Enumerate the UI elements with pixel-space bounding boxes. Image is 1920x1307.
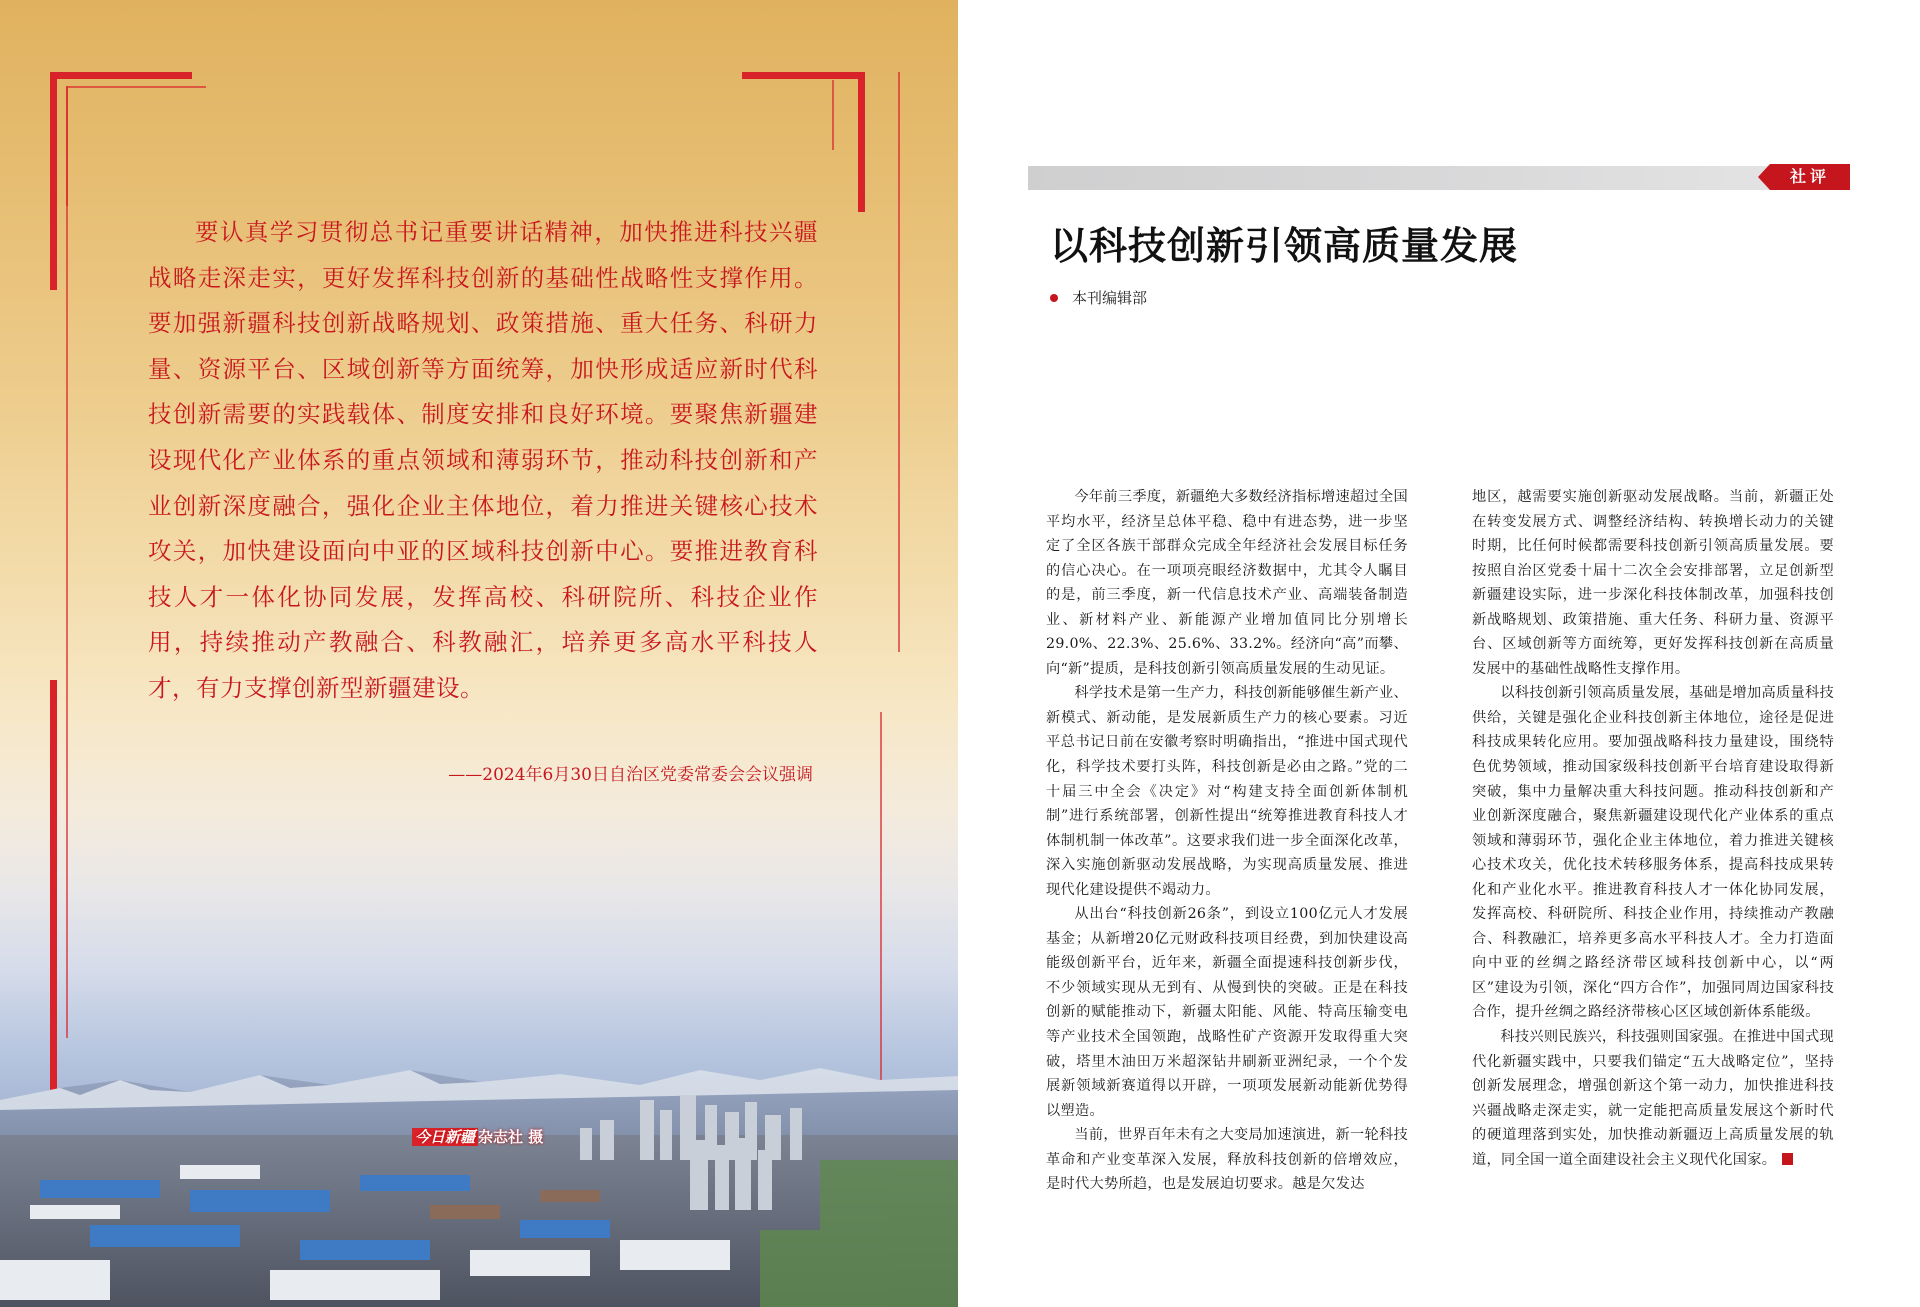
section-header-bar xyxy=(1028,166,1772,190)
section-tag: 社评 xyxy=(1770,164,1850,190)
paragraph: 科学技术是第一生产力，科技创新能够催生新产业、新模式、新动能，是发展新质生产力的核心要素。习近平总书记日前在安徽考察时明确指出，“推进中国式现代化，科学技术要打头阵，科技创新是必由之路。”党的二十届三中全会《决定》对“构建支持全面创新体制机制”进行系统部署，创新性提出“统筹推进教育科技人才体制机制一体改革”。这要求我们进一步全面深化改革，深入实施创新驱动发展战略，为实现高质量发展、推进现代化建设提供不竭动力。 xyxy=(1046,685,1408,898)
paragraph: 以科技创新引领高质量发展，基础是增加高质量科技供给，关键是强化企业科技创新主体地位，途径是促进科技成果转化应用。要加强战略科技力量建设，围绕特色优势领域，推动国家级科技创新平台培育建设取得新突破，集中力量解决重大科技问题。推动科技创新和产业创新深度融合，聚焦新疆建设现代化产业体系的重点领域和薄弱环节，强化企业主体地位，着力推进关键核心技术攻关，优化技术转移服务体系，提高科技成果转化和产业化水平。推进教育科技人才一体化协同发展，发挥高校、科研院所、科技企业作用，持续推动产教融合、科教融汇，培养更多高水平科技人才。全力打造面向中亚的丝绸之路经济带区域科技创新中心，以“两区”建设为引领，深化“四方合作”，加强同周边国家科技合作，提升丝绸之路经济带核心区区域创新体系能级。 xyxy=(1472,685,1834,1021)
bullet-dot-icon xyxy=(1050,294,1058,302)
article-column-left xyxy=(1046,485,1408,1197)
paragraph-continued: 地区，越需要实施创新驱动发展战略。当前，新疆正处在转变发展方式、调整经济结构、转换增长动力的关键时期，比任何时候都需要科技创新引领高质量发展。要按照自治区党委十届十二次全会安排部署，立足创新型新疆建设实际，进一步深化科技体制改革，加强科技创新战略规划、政策措施、重大任务、科研力量、资源平台、区域创新等方面统筹，更好发挥科技创新在高质量发展中的基础性战略性支撑作用。 xyxy=(1472,489,1834,677)
quote-source: ——2024年6月30日自治区党委常委会会议强调 xyxy=(448,765,813,785)
credit-text: 杂志社 摄 xyxy=(478,1128,544,1146)
author-line xyxy=(1050,287,1147,308)
right-page xyxy=(958,0,1920,1307)
paragraph-text: 科技兴则民族兴，科技强则国家强。在推进中国式现代化新疆实践中，只要我们锚定“五大战略定位”，坚持创新发展理念，增强创新这个第一动力，加快推进科技兴疆战略走深走实，就一定能把高质量发展这个新时代的硬道理落到实处，加快推动新疆迈上高质量发展的轨道，同全国一道全面建设社会主义现代化国家。 xyxy=(1472,1029,1834,1168)
author-name: 本刊编辑部 xyxy=(1072,289,1148,307)
article-title: 以科技创新引领高质量发展 xyxy=(1050,224,1519,268)
paragraph xyxy=(1472,1025,1834,1172)
city-skyline-image xyxy=(0,1040,958,1307)
end-mark-icon xyxy=(1782,1153,1793,1165)
article-column-right xyxy=(1472,485,1834,1172)
quote-text: 要认真学习贯彻总书记重要讲话精神，加快推进科技兴疆战略走深走实，更好发挥科技创新的基础性战略性支撑作用。要加强新疆科技创新战略规划、政策措施、重大任务、科研力量、资源平台、区域创新等方面统筹，加快形成适应新时代科技创新需要的实践载体、制度安排和良好环境。要聚焦新疆建设现代化产业体系的重点领域和薄弱环节，推动科技创新和产业创新深度融合，强化企业主体地位，着力推进关键核心技术攻关，加快建设面向中亚的区域科技创新中心。要推进教育科技人才一体化协同发展，发挥高校、科研院所、科技企业作用，持续推动产教融合、科教融汇，培养更多高水平科技人才，有力支撑创新型新疆建设。 xyxy=(148,218,818,702)
credit-brand: 今日新疆 xyxy=(412,1128,478,1146)
paragraph: 当前，世界百年未有之大变局加速演进，新一轮科技革命和产业变革深入发展，释放科技创新的倍增效应，是时代大势所趋，也是发展迫切要求。越是欠发达 xyxy=(1046,1127,1408,1193)
photo-credit xyxy=(412,1126,543,1147)
paragraph: 从出台“科技创新26条”，到设立100亿元人才发展基金；从新增20亿元财政科技项目经费，到加快建设高能级创新平台，近年来，新疆全面提速科技创新步伐，不少领域实现从无到有、从慢到快的突破。正是在科技创新的赋能推动下，新疆太阳能、风能、特高压输变电等产业技术全国领跑，战略性矿产资源开发取得重大突破，塔里木油田万米超深钻井刷新亚洲纪录，一个个发展新领域新赛道得以开辟，一项项发展新动能新优势得以塑造。 xyxy=(1046,906,1408,1119)
left-page xyxy=(0,0,958,1307)
paragraph: 今年前三季度，新疆绝大多数经济指标增速超过全国平均水平，经济呈总体平稳、稳中有进态势，进一步坚定了全区各族干部群众完成全年经济社会发展目标任务的信心决心。在一项项亮眼经济数据中，尤其令人瞩目的是，前三季度，新一代信息技术产业、高端装备制造业、新材料产业、新能源产业增加值同比分别增长29.0%、22.3%、25.6%、33.2%。经济向“高”而攀、向“新”提质，是科技创新引领高质量发展的生动见证。 xyxy=(1046,489,1408,677)
